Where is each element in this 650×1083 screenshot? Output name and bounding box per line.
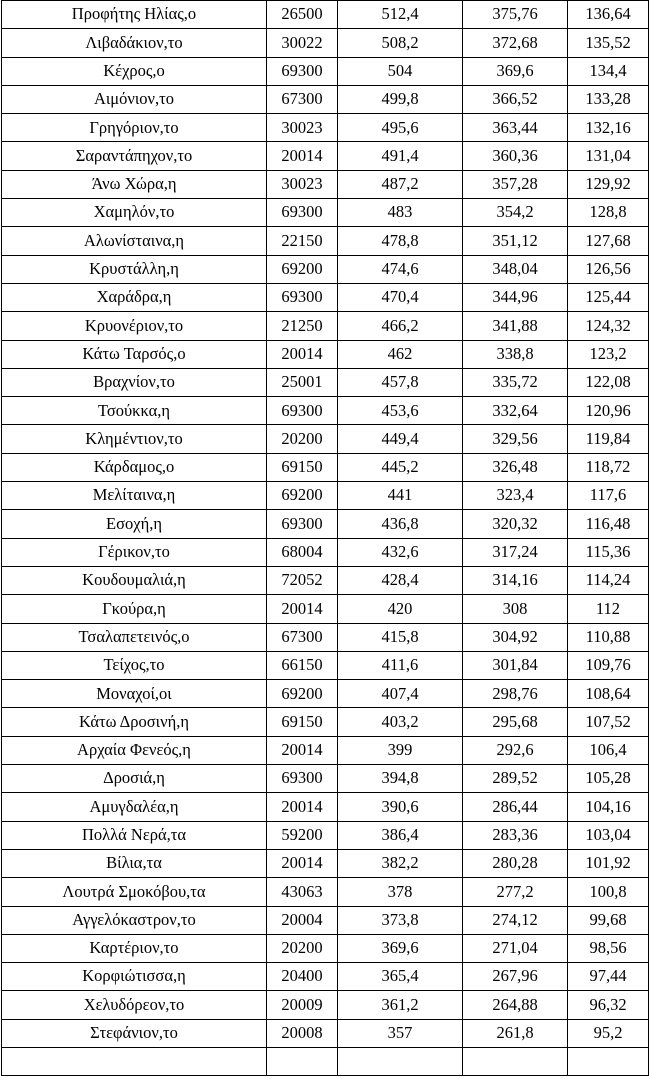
code-cell: 59200	[267, 821, 338, 849]
table-row	[2, 906, 649, 934]
value-c-cell: 96,32	[568, 991, 649, 1019]
place-name-cell: Βραχνίον,το	[2, 368, 267, 396]
place-name-cell: Τείχος,το	[2, 651, 267, 679]
value-a-cell: 495,6	[338, 114, 463, 142]
value-a-cell: 466,2	[338, 312, 463, 340]
data-table	[1, 0, 649, 1076]
table-row	[2, 199, 649, 227]
value-a-cell: 432,6	[338, 538, 463, 566]
value-b-cell: 332,64	[463, 397, 568, 425]
value-a-cell: 415,8	[338, 623, 463, 651]
code-cell: 69300	[267, 397, 338, 425]
value-c-cell: 120,96	[568, 397, 649, 425]
place-name-cell: Αμυγδαλέα,η	[2, 793, 267, 821]
place-name-cell: Κρυστάλλη,η	[2, 255, 267, 283]
code-cell: 20400	[267, 963, 338, 991]
place-name-cell: Αρχαία Φενεός,η	[2, 736, 267, 764]
place-name-cell: Άνω Χώρα,η	[2, 170, 267, 198]
value-a-cell: 483	[338, 199, 463, 227]
code-cell: 69150	[267, 708, 338, 736]
value-a-cell: 504	[338, 57, 463, 85]
table-row	[2, 227, 649, 255]
value-a-cell: 508,2	[338, 29, 463, 57]
value-c-cell: 115,36	[568, 538, 649, 566]
code-cell: 69300	[267, 283, 338, 311]
value-a-cell: 445,2	[338, 453, 463, 481]
value-c-cell: 132,16	[568, 114, 649, 142]
value-a-cell: 470,4	[338, 283, 463, 311]
value-a-cell: 474,6	[338, 255, 463, 283]
place-name-cell	[2, 1047, 267, 1075]
code-cell: 30022	[267, 29, 338, 57]
place-name-cell: Κάρδαμος,ο	[2, 453, 267, 481]
table-row	[2, 283, 649, 311]
table-row	[2, 85, 649, 113]
value-b-cell: 351,12	[463, 227, 568, 255]
code-cell	[267, 1047, 338, 1075]
value-c-cell: 133,28	[568, 85, 649, 113]
place-name-cell: Χαμηλόν,το	[2, 199, 267, 227]
place-name-cell: Κάτω Δροσινή,η	[2, 708, 267, 736]
value-b-cell: 357,28	[463, 170, 568, 198]
table-row	[2, 1019, 649, 1047]
place-name-cell: Πολλά Νερά,τα	[2, 821, 267, 849]
value-b-cell: 301,84	[463, 651, 568, 679]
code-cell: 22150	[267, 227, 338, 255]
place-name-cell: Γκούρα,η	[2, 595, 267, 623]
value-c-cell: 109,76	[568, 651, 649, 679]
code-cell: 72052	[267, 566, 338, 594]
value-b-cell: 326,48	[463, 453, 568, 481]
value-c-cell: 123,2	[568, 340, 649, 368]
place-name-cell: Μελίταινα,η	[2, 482, 267, 510]
value-c-cell: 118,72	[568, 453, 649, 481]
value-c-cell: 108,64	[568, 680, 649, 708]
value-b-cell: 277,2	[463, 878, 568, 906]
place-name-cell: Βίλια,τα	[2, 849, 267, 877]
code-cell: 20200	[267, 934, 338, 962]
value-b-cell: 267,96	[463, 963, 568, 991]
value-b-cell: 354,2	[463, 199, 568, 227]
table-row	[2, 397, 649, 425]
code-cell: 67300	[267, 85, 338, 113]
value-b-cell: 264,88	[463, 991, 568, 1019]
place-name-cell: Κέχρος,ο	[2, 57, 267, 85]
value-b-cell: 308	[463, 595, 568, 623]
value-a-cell: 462	[338, 340, 463, 368]
value-b-cell: 271,04	[463, 934, 568, 962]
value-c-cell: 103,04	[568, 821, 649, 849]
value-b-cell: 292,6	[463, 736, 568, 764]
value-c-cell: 136,64	[568, 1, 649, 29]
place-name-cell: Κρυονέριον,το	[2, 312, 267, 340]
place-name-cell: Καρτέριον,το	[2, 934, 267, 962]
value-c-cell: 125,44	[568, 283, 649, 311]
code-cell: 25001	[267, 368, 338, 396]
value-b-cell: 375,76	[463, 1, 568, 29]
value-a-cell: 394,8	[338, 765, 463, 793]
value-a-cell: 411,6	[338, 651, 463, 679]
code-cell: 69300	[267, 199, 338, 227]
table-row	[2, 1047, 649, 1075]
table-row	[2, 963, 649, 991]
value-c-cell: 105,28	[568, 765, 649, 793]
code-cell: 20014	[267, 793, 338, 821]
value-b-cell: 348,04	[463, 255, 568, 283]
value-c-cell: 101,92	[568, 849, 649, 877]
value-a-cell: 478,8	[338, 227, 463, 255]
code-cell: 20014	[267, 595, 338, 623]
value-b-cell: 274,12	[463, 906, 568, 934]
value-c-cell: 124,32	[568, 312, 649, 340]
code-cell: 66150	[267, 651, 338, 679]
value-b-cell	[463, 1047, 568, 1075]
value-b-cell: 363,44	[463, 114, 568, 142]
value-c-cell: 95,2	[568, 1019, 649, 1047]
table-row	[2, 510, 649, 538]
place-name-cell: Λιβαδάκιον,το	[2, 29, 267, 57]
value-b-cell: 314,16	[463, 566, 568, 594]
value-c-cell: 117,6	[568, 482, 649, 510]
table-row	[2, 821, 649, 849]
value-b-cell: 335,72	[463, 368, 568, 396]
table-row	[2, 736, 649, 764]
code-cell: 69200	[267, 680, 338, 708]
value-a-cell: 457,8	[338, 368, 463, 396]
value-b-cell: 298,76	[463, 680, 568, 708]
value-b-cell: 261,8	[463, 1019, 568, 1047]
value-c-cell: 122,08	[568, 368, 649, 396]
value-a-cell: 449,4	[338, 425, 463, 453]
place-name-cell: Χαράδρα,η	[2, 283, 267, 311]
code-cell: 20014	[267, 736, 338, 764]
code-cell: 20009	[267, 991, 338, 1019]
value-b-cell: 304,92	[463, 623, 568, 651]
code-cell: 69300	[267, 57, 338, 85]
code-cell: 30023	[267, 114, 338, 142]
value-c-cell	[568, 1047, 649, 1075]
place-name-cell: Εσοχή,η	[2, 510, 267, 538]
table-row	[2, 934, 649, 962]
value-c-cell: 129,92	[568, 170, 649, 198]
place-name-cell: Δροσιά,η	[2, 765, 267, 793]
value-a-cell: 436,8	[338, 510, 463, 538]
value-c-cell: 127,68	[568, 227, 649, 255]
value-b-cell: 323,4	[463, 482, 568, 510]
table-body	[2, 1, 649, 1076]
value-c-cell: 119,84	[568, 425, 649, 453]
place-name-cell: Χελυδόρεον,το	[2, 991, 267, 1019]
value-b-cell: 344,96	[463, 283, 568, 311]
value-c-cell: 100,8	[568, 878, 649, 906]
place-name-cell: Μοναχοί,οι	[2, 680, 267, 708]
value-a-cell	[338, 1047, 463, 1075]
value-c-cell: 131,04	[568, 142, 649, 170]
value-a-cell: 369,6	[338, 934, 463, 962]
value-b-cell: 283,36	[463, 821, 568, 849]
code-cell: 20014	[267, 142, 338, 170]
value-a-cell: 491,4	[338, 142, 463, 170]
place-name-cell: Κουδουμαλιά,η	[2, 566, 267, 594]
table-row	[2, 368, 649, 396]
place-name-cell: Κλημέντιον,το	[2, 425, 267, 453]
table-row	[2, 623, 649, 651]
table-row	[2, 680, 649, 708]
value-b-cell: 286,44	[463, 793, 568, 821]
place-name-cell: Γρηγόριον,το	[2, 114, 267, 142]
table-row	[2, 57, 649, 85]
value-a-cell: 373,8	[338, 906, 463, 934]
place-name-cell: Τσούκκα,η	[2, 397, 267, 425]
table-row	[2, 991, 649, 1019]
value-b-cell: 338,8	[463, 340, 568, 368]
value-a-cell: 365,4	[338, 963, 463, 991]
value-b-cell: 366,52	[463, 85, 568, 113]
place-name-cell: Γέρικον,το	[2, 538, 267, 566]
table-row	[2, 29, 649, 57]
value-a-cell: 386,4	[338, 821, 463, 849]
table-row	[2, 1, 649, 29]
value-a-cell: 512,4	[338, 1, 463, 29]
value-a-cell: 361,2	[338, 991, 463, 1019]
place-name-cell: Προφήτης Ηλίας,ο	[2, 1, 267, 29]
value-a-cell: 487,2	[338, 170, 463, 198]
table-row	[2, 482, 649, 510]
value-c-cell: 110,88	[568, 623, 649, 651]
value-c-cell: 106,4	[568, 736, 649, 764]
code-cell: 43063	[267, 878, 338, 906]
value-c-cell: 128,8	[568, 199, 649, 227]
value-a-cell: 420	[338, 595, 463, 623]
value-c-cell: 116,48	[568, 510, 649, 538]
code-cell: 20008	[267, 1019, 338, 1047]
table-row	[2, 765, 649, 793]
code-cell: 69300	[267, 510, 338, 538]
table-row	[2, 142, 649, 170]
table-row	[2, 255, 649, 283]
value-a-cell: 382,2	[338, 849, 463, 877]
value-a-cell: 407,4	[338, 680, 463, 708]
value-b-cell: 369,6	[463, 57, 568, 85]
value-c-cell: 112	[568, 595, 649, 623]
value-b-cell: 341,88	[463, 312, 568, 340]
value-a-cell: 453,6	[338, 397, 463, 425]
code-cell: 20200	[267, 425, 338, 453]
code-cell: 26500	[267, 1, 338, 29]
table-row	[2, 114, 649, 142]
table-row	[2, 595, 649, 623]
value-a-cell: 441	[338, 482, 463, 510]
value-a-cell: 399	[338, 736, 463, 764]
value-c-cell: 98,56	[568, 934, 649, 962]
place-name-cell: Στεφάνιον,το	[2, 1019, 267, 1047]
value-c-cell: 97,44	[568, 963, 649, 991]
code-cell: 30023	[267, 170, 338, 198]
value-a-cell: 390,6	[338, 793, 463, 821]
code-cell: 67300	[267, 623, 338, 651]
value-c-cell: 134,4	[568, 57, 649, 85]
value-b-cell: 372,68	[463, 29, 568, 57]
value-c-cell: 104,16	[568, 793, 649, 821]
table-row	[2, 170, 649, 198]
value-b-cell: 317,24	[463, 538, 568, 566]
table-row	[2, 538, 649, 566]
code-cell: 20014	[267, 849, 338, 877]
value-a-cell: 428,4	[338, 566, 463, 594]
code-cell: 20014	[267, 340, 338, 368]
table-row	[2, 566, 649, 594]
table-row	[2, 340, 649, 368]
code-cell: 69150	[267, 453, 338, 481]
place-name-cell: Τσαλαπετεινός,ο	[2, 623, 267, 651]
value-b-cell: 280,28	[463, 849, 568, 877]
table-row	[2, 312, 649, 340]
value-a-cell: 357	[338, 1019, 463, 1047]
code-cell: 69200	[267, 482, 338, 510]
place-name-cell: Αγγελόκαστρον,το	[2, 906, 267, 934]
code-cell: 21250	[267, 312, 338, 340]
value-c-cell: 135,52	[568, 29, 649, 57]
value-c-cell: 107,52	[568, 708, 649, 736]
code-cell: 68004	[267, 538, 338, 566]
place-name-cell: Αιμόνιον,το	[2, 85, 267, 113]
table-row	[2, 708, 649, 736]
table-row	[2, 878, 649, 906]
value-b-cell: 360,36	[463, 142, 568, 170]
table-row	[2, 793, 649, 821]
place-name-cell: Αλωνίσταινα,η	[2, 227, 267, 255]
value-b-cell: 320,32	[463, 510, 568, 538]
place-name-cell: Κορφιώτισσα,η	[2, 963, 267, 991]
table-row	[2, 849, 649, 877]
value-a-cell: 403,2	[338, 708, 463, 736]
place-name-cell: Κάτω Ταρσός,ο	[2, 340, 267, 368]
code-cell: 69300	[267, 765, 338, 793]
value-a-cell: 378	[338, 878, 463, 906]
value-c-cell: 114,24	[568, 566, 649, 594]
table-row	[2, 651, 649, 679]
value-a-cell: 499,8	[338, 85, 463, 113]
value-b-cell: 289,52	[463, 765, 568, 793]
place-name-cell: Σαραντάπηχον,το	[2, 142, 267, 170]
table-row	[2, 453, 649, 481]
place-name-cell: Λουτρά Σμοκόβου,τα	[2, 878, 267, 906]
value-c-cell: 99,68	[568, 906, 649, 934]
code-cell: 20004	[267, 906, 338, 934]
value-c-cell: 126,56	[568, 255, 649, 283]
code-cell: 69200	[267, 255, 338, 283]
value-b-cell: 329,56	[463, 425, 568, 453]
value-b-cell: 295,68	[463, 708, 568, 736]
table-row	[2, 425, 649, 453]
